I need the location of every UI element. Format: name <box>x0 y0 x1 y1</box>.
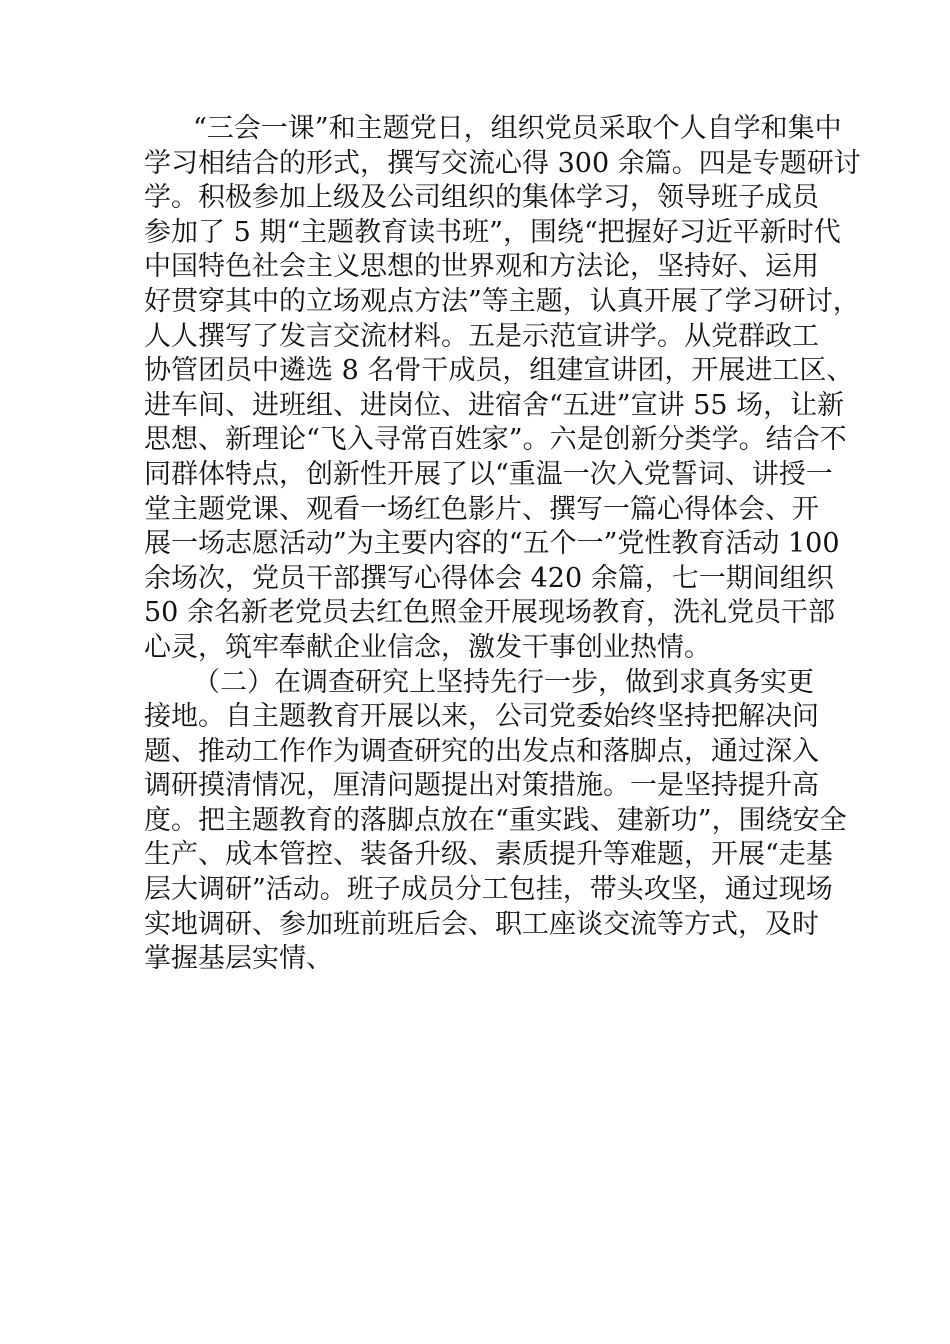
text-line: 余场次，党员干部撰写心得体会 420 余篇，七一期间组织 <box>144 562 834 594</box>
text-line: 50 余名新老党员去红色照金开展现场教育，洗礼党员干部 <box>144 597 835 629</box>
text-line: 调研摸清情况，厘清问题提出对策措施。一是坚持提升高 <box>144 770 819 802</box>
text-line: 堂主题党课、观看一场红色影片、撰写一篇心得体会、开 <box>144 493 819 525</box>
text-line: 好贯穿其中的立场观点方法”等主题，认真开展了学习研讨， <box>144 285 860 317</box>
text-line: 参加了 5 期“主题教育读书班”，围绕“把握好习近平新时代 <box>144 216 841 248</box>
text-line: 进车间、进班组、进岗位、进宿舍“五进”宣讲 55 场，让新 <box>144 389 845 421</box>
text-line: 学习相结合的形式，撰写交流心得 300 余篇。四是专题研讨 <box>144 147 861 179</box>
text-line: 同群体特点，创新性开展了以“重温一次入党誓词、讲授一 <box>144 458 833 490</box>
document-body <box>144 112 861 977</box>
text-line: 协管团员中遴选 8 名骨干成员，组建宣讲团，开展进工区、 <box>144 355 854 387</box>
text-line: 中国特色社会主义思想的世界观和方法论，坚持好、运用 <box>144 251 819 283</box>
text-line: 度。把主题教育的落脚点放在“重实践、建新功”，围绕安全 <box>144 804 847 836</box>
text-line: （二）在调查研究上坚持先行一步，做到求真务实更 <box>193 666 814 698</box>
text-line: 思想、新理论“飞入寻常百姓家”。六是创新分类学。结合不 <box>144 424 847 456</box>
text-line: 学。积极参加上级及公司组织的集体学习，领导班子成员 <box>144 182 819 214</box>
text-line: 人人撰写了发言交流材料。五是示范宣讲学。从党群政工 <box>144 320 819 352</box>
text-line: 接地。自主题教育开展以来，公司党委始终坚持把解决问 <box>144 701 819 733</box>
text-line: 展一场志愿活动”为主要内容的“五个一”党性教育活动 100 <box>144 528 840 560</box>
text-line: 实地调研、参加班前班后会、职工座谈交流等方式，及时 <box>144 908 819 940</box>
text-line: 生产、成本管控、装备升级、素质提升等难题，开展“走基 <box>144 839 833 871</box>
text-line: 题、推动工作作为调查研究的出发点和落脚点，通过深入 <box>144 735 819 767</box>
text-line: 层大调研”活动。班子成员分工包挂，带头攻坚，通过现场 <box>144 874 833 906</box>
text-line: 掌握基层实情、 <box>144 943 333 975</box>
text-line: “三会一课”和主题党日，组织党员采取个人自学和集中 <box>193 113 842 144</box>
paragraph-2 <box>144 666 847 977</box>
paragraph-1 <box>144 112 861 666</box>
text-line: 心灵，筑牢奉献企业信念，激发干事创业热情。 <box>144 631 711 663</box>
